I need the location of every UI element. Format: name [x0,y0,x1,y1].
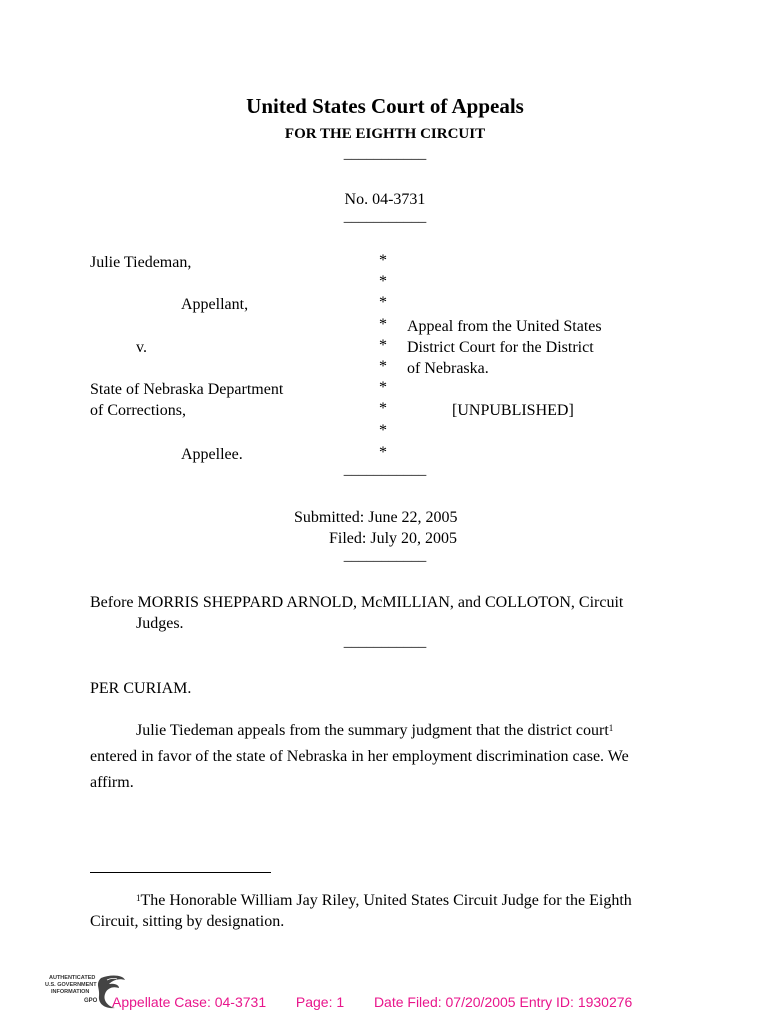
footnote-line1 [136,890,632,911]
appeal-source-line2: District Court for the District [407,339,594,356]
appellee-name-line2: of Corrections, [90,402,186,419]
footnote-text: The Honorable William Jay Riley, United States Circuit Judge for the Eighth [140,892,632,909]
appellant-name: Julie Tiedeman, [90,254,192,271]
divider-rule: ___________ [343,209,427,225]
divider-rule: ___________ [343,462,427,478]
caption-star: * [379,316,387,333]
caption-star: * [379,273,387,290]
appellee-role: Appellee. [181,446,243,463]
opinion-heading: PER CURIAM. [90,680,192,697]
opinion-text: Julie Tiedeman appeals from the summary judgment that the district court [136,722,609,739]
caption-star: * [379,294,387,311]
appeal-source-line1: Appeal from the United States [407,318,602,335]
appellant-role: Appellant, [181,296,249,313]
versus-label: v. [136,339,147,356]
submitted-date: Submitted: June 22, 2005 [294,509,458,526]
appellee-name-line1: State of Nebraska Department [90,381,284,398]
footer-date-filed: Date Filed: 07/20/2005 Entry ID: 1930276 [373,994,633,1010]
footnote-reference[interactable]: 1 [608,723,614,733]
court-title: United States Court of Appeals [246,94,524,118]
logo-text-information: INFORMATION [51,989,90,995]
logo-text-government: U.S. GOVERNMENT [45,982,97,988]
panel-line2: Judges. [136,615,184,632]
court-footer [112,994,632,1010]
footer-page-number: Page: 1 [295,994,345,1010]
opinion-paragraph-line3: affirm. [90,774,134,791]
footnote-marker: 1 [136,893,141,903]
caption-star: * [379,337,387,354]
footnote-divider [90,872,271,873]
opinion-paragraph-line1 [136,720,613,741]
divider-rule: ___________ [343,634,427,650]
caption-star: * [379,422,387,439]
logo-text-authenticated: AUTHENTICATED [49,975,96,981]
appeal-source-line3: of Nebraska. [407,360,489,377]
divider-rule: ___________ [343,548,427,564]
caption-star: * [379,252,387,269]
caption-star: * [379,400,387,417]
divider-rule: ___________ [343,146,427,162]
case-number: No. 04-3731 [344,191,426,208]
unpublished-label: [UNPUBLISHED] [452,402,574,419]
panel-line1: Before MORRIS SHEPPARD ARNOLD, McMILLIAN, and COLLOTON, Circuit [90,594,624,611]
circuit-name: FOR THE EIGHTH CIRCUIT [284,126,486,142]
caption-star: * [379,444,387,461]
footnote-line2: Circuit, sitting by designation. [90,913,285,930]
caption-star: * [379,358,387,375]
filed-date: Filed: July 20, 2005 [329,530,458,547]
logo-text-gpo: GPO [84,998,98,1004]
opinion-paragraph-line2: entered in favor of the state of Nebraska in her employment discrimination case. We [90,748,629,765]
caption-star: * [379,379,387,396]
footer-case-number: Appellate Case: 04-3731 [112,994,267,1010]
